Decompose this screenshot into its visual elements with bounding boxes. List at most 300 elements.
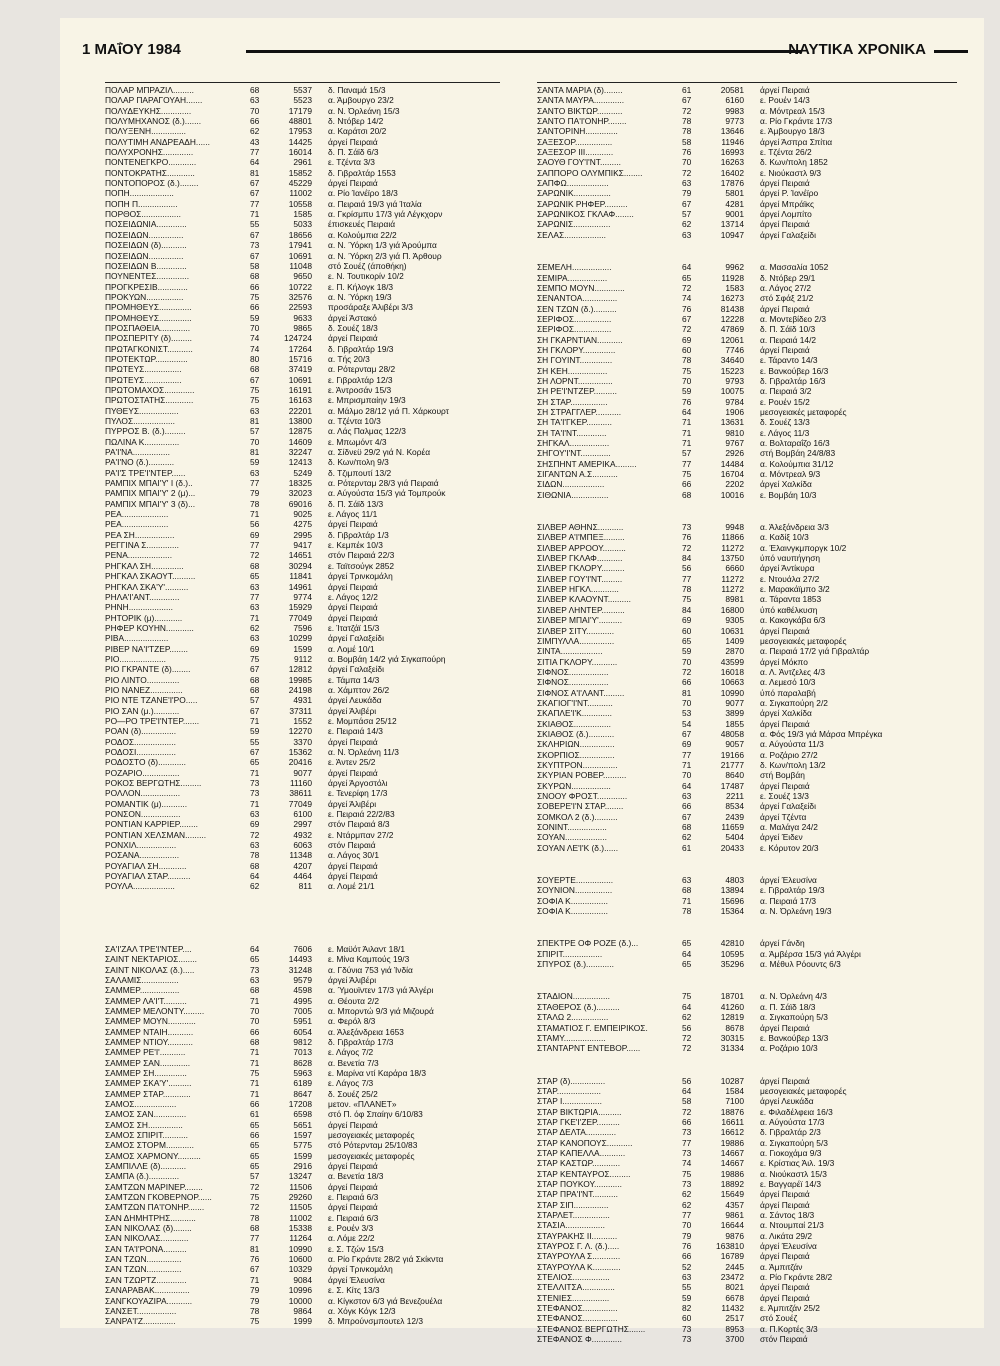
ship-status: στόν Πειραιά 22/3 [328,550,395,561]
build-year: 71 [250,1078,260,1089]
ship-row [537,1220,957,1230]
ship-row [105,395,525,405]
tonnage: 15649 [720,1189,744,1200]
ship-row [105,116,525,126]
ship-name: ΣΟΝΙΝΤ................. [537,822,607,833]
ship-row [537,553,957,563]
build-year: 77 [682,573,692,584]
build-year: 68 [250,1223,260,1234]
ship-status: δ. Κων/πολη 9/3 [328,457,389,468]
tonnage: 30315 [720,1032,744,1043]
ship-status: α. Ν. Ύόρκη 19/3 [328,291,392,302]
build-year: 66 [250,281,260,292]
build-year: 63 [250,581,260,592]
tonnage: 11002 [289,188,312,199]
ship-name: ΣΙΦΝΟΣ Α'Ι'ΛΑΝΤ......... [537,687,625,698]
ship-name: ΣΕΡΙΦΟΣ................ [537,313,612,324]
ship-row [537,636,957,646]
build-year: 76 [682,396,692,407]
build-year: 55 [682,1282,692,1293]
build-year: 73 [250,778,260,789]
ship-row [105,261,525,271]
build-year: 76 [682,532,692,543]
ship-name: ΣΑΟΥΘ ΓΟΥ'Ι'ΝΤ......... [537,157,621,168]
tonnage: 9784 [725,396,744,407]
build-year: 67 [250,229,260,240]
ship-name: ΣΗ ΓΟΥΙΝΤ.............. [537,355,613,366]
ship-status: α. Πειραιά 17/3 [760,895,817,906]
ship-row [105,737,525,747]
ship-name: ΠΡΩΤΕΥΣ................ [105,364,182,375]
ship-row [105,1275,525,1285]
ship-status: ε. Πειραιά 6/3 [328,1192,379,1203]
ship-status: δ. Κων/πολη 13/2 [760,759,826,770]
ship-row [537,646,957,656]
ship-name: ΣΙΛΒΕΡ ΗΓΚΛ............ [537,584,619,595]
build-year: 65 [682,635,692,646]
build-year: 64 [250,157,260,168]
tonnage: 2439 [725,811,744,822]
build-year: 77 [682,749,692,760]
ship-status: α. Ρίο Ίανέϊρο 18/3 [328,188,398,199]
build-year: 69 [250,819,260,830]
build-year: 76 [682,303,692,314]
build-year: 68 [250,860,260,871]
ship-name: ΠΟΛΥΞΕΝΗ............... [105,126,186,137]
tonnage: 12228 [720,313,744,324]
tonnage: 21777 [720,759,744,770]
build-year: 75 [682,469,692,480]
ship-name: ΣΑΜΜΕΡ ΝΤΙΟΥ........... [105,1036,193,1047]
build-year: 74 [682,293,692,304]
ship-row [105,333,525,343]
ship-status: α. Άμβουργο 23/2 [328,95,394,106]
ship-name: ΣΙΝΤΑ.................. [537,646,603,657]
ship-name: ΣΕΛΑΣ.................. [537,229,607,240]
build-year: 68 [682,885,692,896]
build-year: 77 [250,1233,260,1244]
tonnage: 8647 [293,1088,312,1099]
tonnage: 6678 [725,1292,744,1303]
build-year: 73 [250,788,260,799]
ship-row [105,251,525,261]
build-year: 72 [682,666,692,677]
ship-row [537,729,957,739]
ship-name: ΣΗ ΤΑ'Ι'ΓΚΕΡ........... [537,417,612,428]
ship-status: άργεί Χαλκίδα [760,708,812,719]
tonnage: 1409 [725,635,744,646]
build-year: 75 [250,1316,260,1327]
ship-row [105,406,525,416]
ship-status: α. Κολούμπια 31/12 [760,458,834,469]
ship-name: ΣΑΜΜΕΡ ΛΑ'Ι'Τ.......... [105,995,187,1006]
tonnage: 23472 [720,1272,744,1283]
build-year: 76 [682,147,692,158]
ship-row [537,1096,957,1106]
build-year: 71 [250,1274,260,1285]
tonnage: 14609 [288,436,312,447]
tonnage: 16789 [720,1251,744,1262]
ship-status: α. Λάγος 30/1 [328,850,379,861]
ship-status: α. Άμβέρσα 15/3 γιά Άλγέρι [760,948,861,959]
ship-group [105,944,525,1327]
ship-row [105,1285,525,1295]
tonnage: 15223 [720,365,744,376]
build-year: 67 [250,188,260,199]
ship-name: ΣΙΛΒΕΡ ΓΟΥ'Ι'ΝΤ......... [537,573,623,584]
ship-row [537,885,957,895]
ship-status: άργεί Ρ. Ίανέϊρο [760,188,819,199]
ship-row [105,1264,525,1274]
ship-row [105,509,525,519]
ship-name: ΠΡΟΜΗΘΕΥΣ.............. [105,302,192,313]
ship-status: άργεί Πειραιά [328,1161,378,1172]
tonnage: 13631 [720,417,744,428]
ship-row [537,1293,957,1303]
ship-name: ΠΟΣΕΙΔΩΝ Β............. [105,260,187,271]
ship-status: α. Ύμουϊντεν 17/3 γιά Άλγέρι [328,985,434,996]
build-year: 68 [250,271,260,282]
tonnage: 9650 [293,271,312,282]
ship-name: ΣΗ ΤΑ'Ι'ΝΤ............. [537,427,607,438]
build-year: 84 [682,553,692,564]
ship-name: ΣΟΥΕΡΤΕ................ [537,875,614,886]
ship-row [537,293,957,303]
build-year: 73 [682,1334,692,1345]
ship-status: α. Ν. Όρλεάνη 11/3 [328,747,399,757]
ship-row [105,519,525,529]
tonnage: 4281 [725,198,744,209]
tonnage: 19166 [720,749,744,760]
ship-row [537,262,957,272]
ship-status: ε. Μαϋότ Άιλαντ 18/1 [328,943,405,954]
ship-row [105,1233,525,1243]
ship-status: άργεί Γάνδη [760,938,805,949]
ship-name: ΣΑΝ ΝΙΚΟΛΑΣ............ [105,1233,189,1244]
tonnage: 32247 [288,447,312,458]
ship-name: ΣΕΜΙΡΑ................. [537,272,608,283]
ship-name: ΣΗ ΓΚΑΡΝΤΙΑΝ........... [537,334,623,345]
build-year: 67 [682,811,692,822]
ship-status: α. Ρίο Γκράντε 17/3 [760,116,833,127]
ship-status: δ. Γιβραλτάρ 1/3 [328,529,389,540]
ship-row [537,1241,957,1251]
ship-name: ΣΗΣΠΗΝΤ ΑΜΕΡΙΚΑ......... [537,458,637,469]
ship-status: στό Σουέζ (άποθήκη) [328,260,407,271]
ship-name: ΣΚΑΓΙΟΓ'Ι'ΝΤ........... [537,697,613,708]
ship-name: ΣΚΛΗΡΙΩΝ............... [537,739,615,750]
ship-name: ΣΤΑΣΙΑ................. [537,1220,605,1231]
build-year: 72 [250,1181,260,1192]
ship-status: άργεί Πειραιά [760,303,810,314]
tonnage: 9112 [293,653,312,664]
ship-name: ΠΟΣΕΙΔΩΝ (δ)........... [105,240,187,251]
ship-name: ΣΑΜΜΕΡ ΡΕ'Ι'........... [105,1047,186,1058]
ship-row [105,881,525,891]
build-year: 81 [250,1243,260,1254]
ship-row [537,1012,957,1022]
tonnage: 3899 [725,708,744,719]
ship-status: α. Ν. Όρλεάνη 19/3 [760,906,832,917]
ship-name: ΣΑΜΠΙΛΛΕ (δ)........... [105,1161,187,1172]
tonnage: 9812 [293,1036,312,1047]
build-year: 66 [682,479,692,490]
tonnage: 2445 [725,1261,744,1272]
ship-name: ΣΗ ΛΟΡΝΤ............... [537,375,613,386]
tonnage: 8640 [725,770,744,781]
ship-status: άργεί Πειραιά [328,333,378,344]
ship-row [105,706,525,716]
build-year: 66 [250,1098,260,1109]
ship-name: ΠΟΛΥΜΗΧΑΝΟΣ (δ.)....... [105,116,202,127]
build-year: 73 [682,1178,692,1189]
tonnage: 15929 [288,602,312,613]
ship-row [105,437,525,447]
tonnage: 17941 [288,240,312,251]
ship-name: ΣΤΑΡ ΚΑΠΕΛΛΑ........... [537,1147,626,1158]
tonnage: 37419 [288,364,312,375]
build-year: 66 [682,1116,692,1127]
ship-row [537,459,957,469]
ship-name: ΠΟΝΤΕΝΕΓΚΡΟ............ [105,157,197,168]
ship-row [105,726,525,736]
build-year: 62 [682,1012,692,1023]
build-year: 71 [682,895,692,906]
ship-status: άργεί Λευκάδα [760,1096,814,1107]
ship-name: ΡΟΚΟΣ ΒΕΡΓΩΤΗΣ......... [105,778,202,789]
tonnage: 9865 [293,322,312,333]
ship-status: α. Αύγούστα 17/3 [760,1116,825,1127]
ship-row [537,188,957,198]
ship-row [537,739,957,749]
tonnage: 11272 [721,573,744,584]
ship-row [537,1189,957,1199]
ship-status: α. Μασσαλία 1052 [760,262,829,273]
build-year: 72 [250,1202,260,1213]
ship-status: ε. Σ. Κίτς 13/3 [328,1285,380,1296]
ship-status: δ. Σουέζ 25/2 [328,1088,378,1099]
ship-status: ε. Τενερίφη 17/3 [328,788,388,799]
ship-status: α. Φός 19/3 γιά Μάρσα Μπρέγκα [760,728,883,739]
ship-status: ύπό παραλαβή [760,687,816,698]
ship-status: δ. Σουέζ 18/3 [328,322,378,333]
build-year: 71 [250,1057,260,1068]
ship-name: ΣΕΜΠΟ ΜΟΥΝ............. [537,282,625,293]
build-year: 71 [250,798,260,809]
ship-status: στόν Πειραιά [760,1334,808,1345]
tonnage: 8021 [725,1282,744,1293]
ship-name: ΣΑΜΠΑ (δ.)............. [105,1171,180,1182]
build-year: 59 [682,386,692,397]
ship-name: ΠΟΡΘΟΣ................. [105,209,181,220]
build-year: 73 [682,522,692,533]
ship-name: ΣΤΑΡ (δ)............... [537,1075,606,1086]
ship-status: στή Βομβάη [760,770,805,781]
ship-status: ε. Τάμπα 14/3 [328,674,380,685]
ship-status: ε. Σουέζ 13/3 [760,791,809,801]
ship-name: ΣΑΞΕΣΟΡ................ [537,136,613,147]
tonnage: 10000 [288,1295,312,1306]
build-year: 67 [250,747,260,757]
tonnage: 12413 [288,457,312,468]
ship-name: ΣΗ ΣΤΡΑΓΓΛΕΡ........... [537,406,622,417]
ship-row [105,168,525,178]
tonnage: 16163 [288,395,312,406]
build-year: 66 [250,302,260,313]
ship-row [105,840,525,850]
build-year: 79 [682,188,692,199]
ship-row [105,1161,525,1171]
build-year: 66 [250,1130,260,1140]
tonnage: 1585 [293,209,312,220]
ship-status: α. Καδίξ 10/3 [760,532,809,543]
ship-name: ΡΟΝΤΙΑΝ ΧΕΛΣΜΑΝ......... [105,829,207,840]
ship-status: άργεί Άλιβέρι [328,974,377,985]
tonnage: 41260 [720,1001,744,1012]
build-year: 62 [682,1189,692,1200]
ship-row [537,126,957,136]
ship-name: ΣΚΥΠΤΡΟΝ............... [537,759,618,770]
ship-name: ΡΟΥΑΓΙΑΛ ΣΗ............ [105,860,187,871]
ship-status: άργεί Πειραιά [328,612,378,623]
tonnage: 15696 [720,895,744,906]
tonnage: 10075 [720,386,744,397]
tonnage: 4464 [293,871,312,882]
tonnage: 20433 [720,842,744,853]
build-year: 64 [250,871,260,882]
ship-status: στό Σουέζ [760,1313,798,1324]
tonnage: 9057 [725,739,744,750]
build-year: 68 [250,364,260,375]
ship-row [537,324,957,334]
tonnage: 15852 [288,167,312,178]
build-year: 63 [682,1272,692,1283]
build-year: 75 [250,1192,260,1203]
ship-status: α. Μάλμο 28/12 γιά Π. Χάρκουρτ [328,405,449,416]
build-year: 43 [250,136,260,147]
ship-row [105,633,525,643]
build-year: 68 [250,985,260,996]
tonnage: 16704 [720,469,744,480]
build-year: 77 [250,198,260,209]
tonnage: 11506 [289,1181,312,1192]
tonnage: 10558 [288,198,312,209]
tonnage: 5537 [293,85,312,95]
build-year: 67 [250,178,260,189]
ship-row [537,1148,957,1158]
tonnage: 17179 [288,105,312,116]
ship-row [537,469,957,479]
ship-name: ΣΑΜΜΕΡ ΣΑΝ............. [105,1057,191,1068]
tonnage: 1597 [293,1130,312,1140]
tonnage: 47869 [720,324,744,335]
ship-name: ΣΑΜΜΕΡ ΣΗ.............. [105,1067,187,1078]
ship-row [105,530,525,540]
ship-name: ΠΟΛΑΡ ΜΠΡΑΖΙΛ......... [105,85,194,95]
ship-name: ΠΥΛΟΣ.................. [105,416,176,426]
ship-row [537,1231,957,1241]
ship-name: ΣΤΑΡ ΣΙΠ............... [537,1199,609,1210]
ship-name: ΠΥΘΕΥΣ................. [105,405,179,416]
build-year: 57 [682,448,692,459]
ship-group [537,522,957,853]
ship-status: άργεί Πειραιά [328,767,378,778]
build-year: 59 [682,1292,692,1303]
ship-status: α. Ρίο Γκράντε 28/2 [760,1272,833,1283]
build-year: 72 [682,542,692,553]
tonnage: 9077 [725,697,744,708]
build-year: 63 [250,633,260,644]
ship-row [105,344,525,354]
build-year: 68 [682,822,692,833]
ship-name: ΠΟΠΗ................... [105,188,174,199]
ship-row [105,830,525,840]
ship-name: ΣΑΜΤΖΩΝ ΓΚΟΒΕΡΝΟΡ...... [105,1192,212,1203]
build-year: 75 [250,653,260,664]
ship-row [537,822,957,832]
ship-name: ΣΤΑΡ ΚΕΝΤΑΥΡΟΣ......... [537,1168,631,1179]
build-year: 52 [682,1261,692,1272]
ship-row [105,644,525,654]
ship-name: ΡΗΓΚΑΛ ΣΗ.............. [105,560,184,571]
ship-name: ΣΑΞΕΣΟΡ III............ [537,147,614,158]
build-year: 64 [682,262,692,273]
ship-name: ΣΑΜΤΖΩΝ ΠΑ'Ι'ΟΝΗΡ....... [105,1202,205,1213]
tonnage: 10595 [720,948,744,959]
build-year: 71 [250,995,260,1006]
build-year: 78 [682,355,692,366]
tonnage: 10287 [720,1075,744,1086]
ship-status: α. Ν. Ύόρκη 2/3 γιά Π. Άρθουρ [328,250,442,261]
tonnage: 8534 [725,801,744,812]
ship-name: ΣΤΑΥΡΟΥΛΑ Κ............ [537,1261,621,1272]
build-year: 69 [682,615,692,626]
tonnage: 16993 [720,147,744,158]
ship-status: α. Γκρίσμπυ 17/3 γιά Λέγκχορν [328,209,443,220]
ship-status: α. Έλαινγκμποργκ 10/2 [760,542,847,553]
ship-name: ΠΟΠΗ Π................. [105,198,178,209]
ship-row [537,386,957,396]
ship-row [105,1037,525,1047]
ship-row [537,543,957,553]
ship-row [537,791,957,801]
tonnage: 1906 [725,406,744,417]
ship-row [537,304,957,314]
ship-row [537,574,957,584]
tonnage: 32023 [288,488,312,499]
tonnage: 2916 [293,1161,312,1172]
ship-name: ΣΗ ΡΕ'Ι'ΝΤΖΕΡ.......... [537,386,617,397]
ship-status: άργεί Έλευσίνα [760,875,817,886]
ship-row [537,626,957,636]
ship-status: ε. Σ. Τζών 15/3 [328,1243,384,1254]
build-year: 68 [250,1036,260,1047]
ship-name: ΣΠΕΚΤΡΕ ΟΦ ΡΟΖΕ (δ.)... [537,938,639,949]
magazine-title: ΝΑΥΤΙΚΑ ΧΡΟΝΙΚΑ [788,41,926,58]
build-year: 63 [250,809,260,820]
ship-row [537,522,957,532]
ship-row [537,781,957,791]
ship-row [105,871,525,881]
ship-row [537,376,957,386]
tonnage: 14493 [288,954,312,965]
build-year: 59 [250,457,260,468]
ship-status: ε. Βαγγαρέϊ 14/3 [760,1178,822,1189]
build-year: 70 [250,436,260,447]
ship-row [105,540,525,550]
ship-row [537,1334,957,1344]
tonnage: 2202 [725,479,744,490]
